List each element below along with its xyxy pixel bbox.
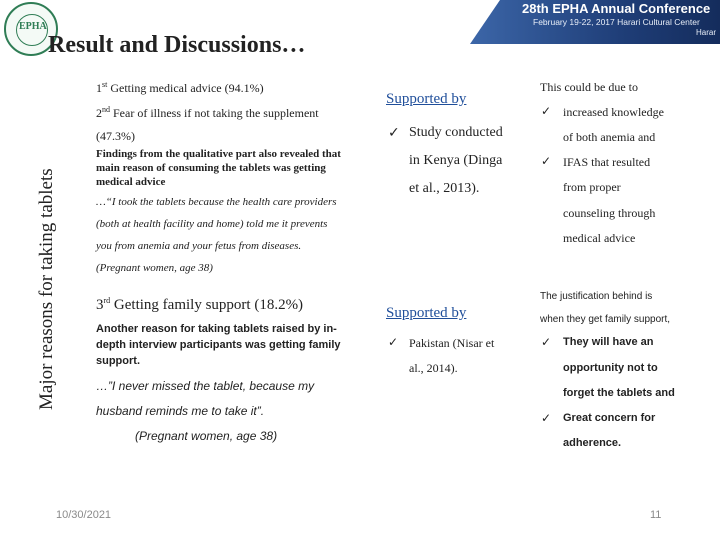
item1-text: Getting medical advice (94.1%): [110, 81, 264, 95]
point3-line2: opportunity not to: [563, 362, 658, 374]
quote1-source: (Pregnant women, age 38): [96, 262, 213, 274]
justification-line2: when they get family support,: [540, 314, 671, 325]
item1-sup: st: [102, 80, 108, 89]
supported-by-heading-1: Supported by: [386, 91, 467, 107]
item3-sup: rd: [103, 296, 111, 305]
item2-rank: 2: [96, 106, 102, 120]
item1-rank: 1: [96, 81, 102, 95]
point1-line2: of both anemia and: [563, 130, 656, 144]
logo-text: EPHA: [19, 21, 47, 32]
check-icon: ✓: [388, 335, 399, 349]
point4-line1: Great concern for: [563, 412, 656, 424]
pakistan-line2: al., 2014).: [409, 361, 458, 375]
supported-by-heading-2: Supported by: [386, 305, 467, 321]
due-to-text: This could be due to: [540, 80, 638, 94]
quote1-line3: you from anemia and your fetus from diseases.: [96, 240, 302, 252]
pakistan-line1: Pakistan (Nisar et: [409, 336, 495, 350]
another-line2: depth interview participants was getting family: [96, 339, 341, 351]
item2: [96, 105, 319, 121]
item3: [96, 296, 303, 314]
study-line3: et al., 2013).: [409, 181, 480, 196]
slide-title: Result and Discussions…: [48, 32, 306, 58]
item3-rank: 3: [96, 297, 104, 313]
findings-line3: medical advice: [96, 176, 166, 188]
side-label: Major reasons for taking tablets: [36, 168, 57, 410]
item1: [96, 80, 264, 96]
item3-text: Getting family support (18.2%): [113, 297, 304, 313]
check-icon: ✓: [541, 154, 552, 168]
item2-text: Fear of illness if not taking the supplement: [113, 106, 319, 120]
point4-line2: adherence.: [563, 437, 622, 449]
conference-subtitle: February 19-22, 2017 Harari Cultural Center: [533, 17, 700, 27]
findings-line2: main reason of consuming the tablets was getting: [96, 162, 326, 174]
point3-line3: forget the tablets and: [563, 387, 675, 399]
footer-date: 10/30/2021: [56, 509, 112, 521]
study-line2: in Kenya (Dinga: [409, 153, 503, 168]
point2-line2: from proper: [563, 180, 621, 194]
quote2-line1: …”I never missed the tablet, because my: [96, 379, 315, 393]
study-line1: Study conducted: [409, 125, 503, 140]
quote1-line1: …“I took the tablets because the health care providers: [96, 196, 337, 208]
check-icon: ✓: [541, 104, 552, 118]
quote2-source: (Pregnant women, age 38): [135, 429, 278, 443]
check-icon: ✓: [541, 335, 552, 349]
item2-sup: nd: [102, 105, 110, 114]
point2-line4: medical advice: [563, 231, 636, 245]
findings-line1: Findings from the qualitative part also revealed that: [96, 148, 341, 160]
quote2-line2: husband reminds me to take it”.: [96, 404, 265, 418]
conference-title: 28th EPHA Annual Conference: [522, 1, 711, 16]
point1-line1: increased knowledge: [563, 105, 664, 119]
check-icon: ✓: [388, 125, 400, 141]
quote1-line2: (both at health facility and home) told me it prevents: [96, 218, 328, 230]
check-icon: ✓: [541, 411, 552, 425]
another-line1: Another reason for taking tablets raised by in-: [96, 323, 337, 335]
point2-line1: IFAS that resulted: [563, 155, 651, 169]
justification-line1: The justification behind is: [540, 291, 653, 302]
item2-pct: (47.3%): [96, 129, 135, 143]
conference-city: Harar: [696, 28, 717, 37]
another-line3: support.: [96, 355, 140, 367]
point3-line1: They will have an: [563, 336, 654, 348]
slide-number: 11: [650, 509, 662, 521]
point2-line3: counseling through: [563, 206, 656, 220]
